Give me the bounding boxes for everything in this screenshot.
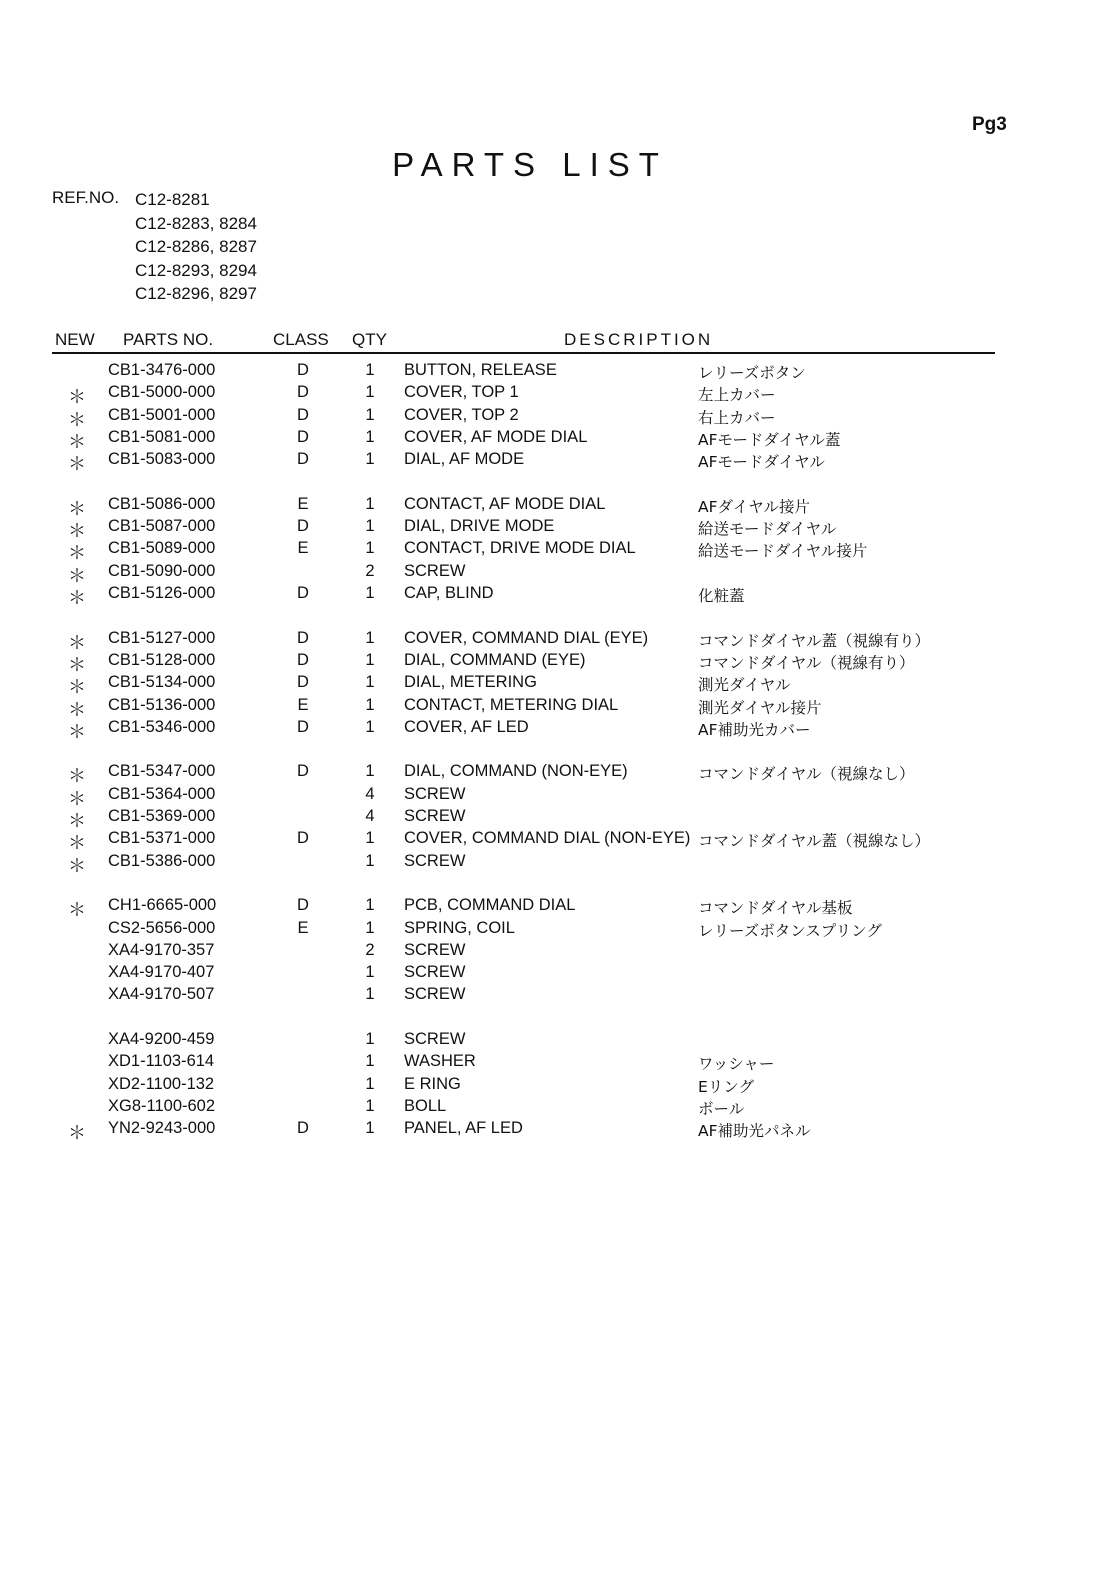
table-row bbox=[0, 673, 1115, 698]
description: PANEL, AF LED bbox=[404, 1119, 523, 1138]
quantity: 1 bbox=[365, 1119, 375, 1138]
description: COVER, AF MODE DIAL bbox=[404, 427, 588, 446]
header-parts-no: PARTS NO. bbox=[123, 330, 214, 349]
description-japanese: 右上カバー bbox=[698, 408, 776, 427]
table-row bbox=[0, 807, 1115, 829]
parts-number: CB1-5364-000 bbox=[108, 784, 216, 803]
parts-number: CB1-5346-000 bbox=[108, 717, 216, 736]
parts-number: CS2-5656-000 bbox=[108, 918, 216, 937]
table-row bbox=[0, 696, 1115, 718]
class-code: E bbox=[297, 539, 309, 558]
table-row bbox=[0, 361, 1115, 383]
table-row bbox=[0, 919, 1115, 941]
description: CONTACT, AF MODE DIAL bbox=[404, 494, 606, 513]
quantity: 4 bbox=[365, 784, 375, 803]
table-row bbox=[0, 428, 1115, 450]
description-japanese: ワッシャー bbox=[698, 1055, 775, 1074]
new-marker: ＊ bbox=[68, 409, 86, 430]
parts-number: CH1-6665-000 bbox=[108, 896, 217, 915]
header-new: NEW bbox=[55, 330, 95, 349]
class-code: D bbox=[297, 628, 309, 647]
new-marker: ＊ bbox=[68, 699, 86, 720]
parts-number: CB1-5086-000 bbox=[108, 494, 216, 513]
parts-number: CB1-5136-000 bbox=[108, 695, 216, 714]
class-code: E bbox=[297, 494, 309, 513]
new-marker: ＊ bbox=[68, 1123, 86, 1144]
table-row bbox=[0, 941, 1115, 963]
header-description: DESCRIPTION bbox=[564, 330, 714, 349]
table-row bbox=[0, 852, 1115, 874]
table-row bbox=[0, 450, 1115, 475]
quantity: 1 bbox=[365, 1096, 375, 1115]
ref-label: REF.NO. bbox=[52, 188, 120, 207]
header-qty: QTY bbox=[352, 330, 387, 349]
description: COVER, AF LED bbox=[404, 717, 529, 736]
description: COVER, COMMAND DIAL (NON-EYE) bbox=[404, 829, 691, 848]
description-japanese: Eリング bbox=[698, 1077, 754, 1096]
quantity: 1 bbox=[365, 383, 375, 402]
parts-number: CB1-5128-000 bbox=[108, 650, 216, 669]
description-japanese: AF補助光カバー bbox=[698, 720, 811, 739]
quantity: 1 bbox=[365, 829, 375, 848]
class-code: E bbox=[297, 695, 309, 714]
page-title: PARTS LIST bbox=[392, 146, 668, 184]
new-marker: ＊ bbox=[68, 811, 86, 831]
quantity: 1 bbox=[365, 628, 375, 647]
description-japanese: 給送モードダイヤル bbox=[698, 520, 837, 539]
new-marker: ＊ bbox=[68, 431, 86, 452]
new-marker: ＊ bbox=[68, 721, 86, 742]
quantity: 1 bbox=[365, 517, 375, 536]
description: WASHER bbox=[404, 1052, 476, 1071]
description: BOLL bbox=[404, 1096, 447, 1115]
description-japanese: AFダイヤル接片 bbox=[698, 497, 811, 516]
table-row bbox=[0, 1119, 1115, 1144]
ref-number: C12-8283, 8284 bbox=[135, 213, 257, 233]
description-japanese: コマンドダイヤル蓋（視線有り） bbox=[698, 631, 931, 650]
description: DIAL, DRIVE MODE bbox=[404, 517, 555, 536]
quantity: 1 bbox=[365, 494, 375, 513]
header-class: CLASS bbox=[273, 330, 329, 349]
parts-number: CB1-5347-000 bbox=[108, 762, 216, 781]
parts-number: CB1-5126-000 bbox=[108, 584, 216, 602]
description-japanese: 給送モードダイヤル接片 bbox=[698, 542, 868, 561]
parts-number: XA4-9200-459 bbox=[108, 1030, 215, 1048]
quantity: 1 bbox=[365, 1052, 375, 1071]
description: SCREW bbox=[404, 851, 466, 870]
quantity: 1 bbox=[365, 918, 375, 937]
parts-number: CB1-5089-000 bbox=[108, 539, 216, 558]
description: DIAL, AF MODE bbox=[404, 450, 525, 469]
ref-number: C12-8281 bbox=[135, 190, 210, 209]
quantity: 1 bbox=[365, 695, 375, 714]
class-code: D bbox=[297, 650, 309, 669]
class-code: D bbox=[297, 405, 309, 424]
class-code: D bbox=[297, 717, 309, 736]
quantity: 1 bbox=[365, 361, 375, 379]
table-row bbox=[0, 1052, 1115, 1074]
new-marker: ＊ bbox=[68, 387, 86, 408]
quantity: 1 bbox=[365, 762, 375, 781]
description: SCREW bbox=[404, 940, 466, 959]
class-code: E bbox=[297, 918, 309, 937]
page-number: Pg3 bbox=[972, 114, 1007, 135]
parts-number: XD2-1100-132 bbox=[108, 1074, 215, 1093]
new-marker: ＊ bbox=[68, 855, 86, 876]
quantity: 1 bbox=[365, 450, 375, 469]
quantity: 1 bbox=[365, 405, 375, 424]
description-japanese: レリーズボタンスプリング bbox=[698, 921, 882, 940]
class-code: D bbox=[297, 673, 309, 692]
quantity: 2 bbox=[365, 561, 375, 580]
description: SCREW bbox=[404, 985, 466, 1004]
description-japanese: ボール bbox=[698, 1099, 745, 1118]
description: SCREW bbox=[404, 784, 466, 803]
description: DIAL, COMMAND (NON-EYE) bbox=[404, 762, 628, 781]
description: SCREW bbox=[404, 1030, 466, 1048]
description-japanese: 化粧蓋 bbox=[698, 587, 745, 605]
class-code: D bbox=[297, 584, 309, 602]
description: SPRING, COIL bbox=[404, 918, 515, 937]
table-row bbox=[0, 517, 1115, 542]
quantity: 1 bbox=[365, 851, 375, 870]
new-marker: ＊ bbox=[68, 632, 86, 653]
quantity: 1 bbox=[365, 717, 375, 736]
description: CONTACT, METERING DIAL bbox=[404, 695, 619, 714]
parts-number: CB1-5083-000 bbox=[108, 450, 216, 469]
new-marker: ＊ bbox=[68, 766, 86, 787]
description-japanese: コマンドダイヤル（視線有り） bbox=[698, 653, 915, 672]
parts-number: YN2-9243-000 bbox=[108, 1119, 216, 1138]
quantity: 1 bbox=[365, 584, 375, 602]
parts-number: CB1-5000-000 bbox=[108, 383, 216, 402]
description: BUTTON, RELEASE bbox=[404, 361, 557, 379]
parts-number: CB1-5090-000 bbox=[108, 561, 216, 580]
table-row bbox=[0, 718, 1115, 740]
quantity: 1 bbox=[365, 673, 375, 692]
description: SCREW bbox=[404, 963, 466, 982]
quantity: 4 bbox=[365, 807, 375, 825]
parts-number: XA4-9170-357 bbox=[108, 940, 215, 959]
description-japanese: コマンドダイヤル（視線なし） bbox=[698, 765, 915, 784]
description-japanese: AFモードダイヤル bbox=[698, 453, 825, 472]
quantity: 1 bbox=[365, 539, 375, 558]
parts-number: CB1-5001-000 bbox=[108, 405, 216, 424]
table-header bbox=[52, 330, 995, 354]
description: COVER, COMMAND DIAL (EYE) bbox=[404, 628, 649, 647]
table-row bbox=[0, 539, 1115, 564]
class-code: D bbox=[297, 517, 309, 536]
parts-number: CB1-5371-000 bbox=[108, 829, 216, 848]
description-japanese: AFモードダイヤル蓋 bbox=[698, 430, 841, 449]
parts-number: XA4-9170-407 bbox=[108, 963, 215, 982]
table-row bbox=[0, 1075, 1115, 1097]
ref-number-list bbox=[135, 188, 257, 306]
quantity: 1 bbox=[365, 985, 375, 1004]
new-marker: ＊ bbox=[68, 788, 86, 809]
description: CONTACT, DRIVE MODE DIAL bbox=[404, 539, 636, 558]
description-japanese: AF補助光パネル bbox=[698, 1122, 811, 1141]
table-row bbox=[0, 562, 1115, 584]
table-row bbox=[0, 383, 1115, 408]
parts-number: CB1-5369-000 bbox=[108, 807, 216, 825]
table-row bbox=[0, 985, 1115, 1007]
new-marker: ＊ bbox=[68, 565, 86, 586]
parts-number: CB1-5127-000 bbox=[108, 628, 216, 647]
quantity: 1 bbox=[365, 427, 375, 446]
quantity: 2 bbox=[365, 940, 375, 959]
table-row bbox=[0, 829, 1115, 854]
new-marker: ＊ bbox=[68, 543, 86, 564]
description-japanese: 測光ダイヤル接片 bbox=[698, 698, 822, 717]
description: SCREW bbox=[404, 807, 466, 825]
quantity: 1 bbox=[365, 896, 375, 915]
class-code: D bbox=[297, 450, 309, 469]
new-marker: ＊ bbox=[68, 521, 86, 542]
parts-number: CB1-3476-000 bbox=[108, 361, 216, 379]
description: DIAL, METERING bbox=[404, 673, 537, 692]
parts-number: XD1-1103-614 bbox=[108, 1052, 215, 1071]
new-marker: ＊ bbox=[68, 677, 86, 698]
new-marker: ＊ bbox=[68, 454, 86, 475]
description-japanese: コマンドダイヤル蓋（視線なし） bbox=[698, 832, 931, 851]
table-row bbox=[0, 963, 1115, 985]
class-code: D bbox=[297, 427, 309, 446]
new-marker: ＊ bbox=[68, 900, 86, 921]
description: CAP, BLIND bbox=[404, 584, 494, 602]
new-marker: ＊ bbox=[68, 498, 86, 519]
quantity: 1 bbox=[365, 650, 375, 669]
parts-number: CB1-5087-000 bbox=[108, 517, 216, 536]
class-code: D bbox=[297, 829, 309, 848]
new-marker: ＊ bbox=[68, 833, 86, 854]
class-code: D bbox=[297, 762, 309, 781]
parts-number: XA4-9170-507 bbox=[108, 985, 215, 1004]
ref-number: C12-8293, 8294 bbox=[135, 260, 257, 280]
table-row bbox=[0, 406, 1115, 428]
description-japanese: レリーズボタン bbox=[698, 364, 806, 382]
table-row bbox=[0, 629, 1115, 651]
class-code: D bbox=[297, 1119, 309, 1138]
description-japanese: コマンドダイヤル基板 bbox=[698, 899, 853, 918]
parts-number: CB1-5134-000 bbox=[108, 673, 216, 692]
parts-number: CB1-5386-000 bbox=[108, 851, 216, 870]
parts-number: CB1-5081-000 bbox=[108, 427, 216, 446]
quantity: 1 bbox=[365, 963, 375, 982]
description: SCREW bbox=[404, 561, 466, 580]
ref-number: C12-8296, 8297 bbox=[135, 284, 257, 304]
class-code: D bbox=[297, 383, 309, 402]
description: COVER, TOP 1 bbox=[404, 383, 519, 402]
table-row bbox=[0, 762, 1115, 787]
class-code: D bbox=[297, 896, 309, 915]
quantity: 1 bbox=[365, 1074, 375, 1093]
parts-number: XG8-1100-602 bbox=[108, 1096, 216, 1115]
table-row bbox=[0, 584, 1115, 606]
description: E RING bbox=[404, 1074, 461, 1093]
table-row bbox=[0, 896, 1115, 921]
description: DIAL, COMMAND (EYE) bbox=[404, 650, 586, 669]
description: PCB, COMMAND DIAL bbox=[404, 896, 576, 915]
table-row bbox=[0, 495, 1115, 517]
table-row bbox=[0, 1097, 1115, 1119]
table-row bbox=[0, 785, 1115, 807]
description-japanese: 左上カバー bbox=[698, 386, 776, 405]
ref-number: C12-8286, 8287 bbox=[135, 237, 257, 257]
new-marker: ＊ bbox=[68, 654, 86, 675]
quantity: 1 bbox=[365, 1030, 375, 1048]
new-marker: ＊ bbox=[68, 588, 86, 608]
description: COVER, TOP 2 bbox=[404, 405, 519, 424]
class-code: D bbox=[297, 361, 309, 379]
table-row bbox=[0, 1030, 1115, 1052]
table-row bbox=[0, 651, 1115, 673]
description-japanese: 測光ダイヤル bbox=[698, 676, 791, 695]
